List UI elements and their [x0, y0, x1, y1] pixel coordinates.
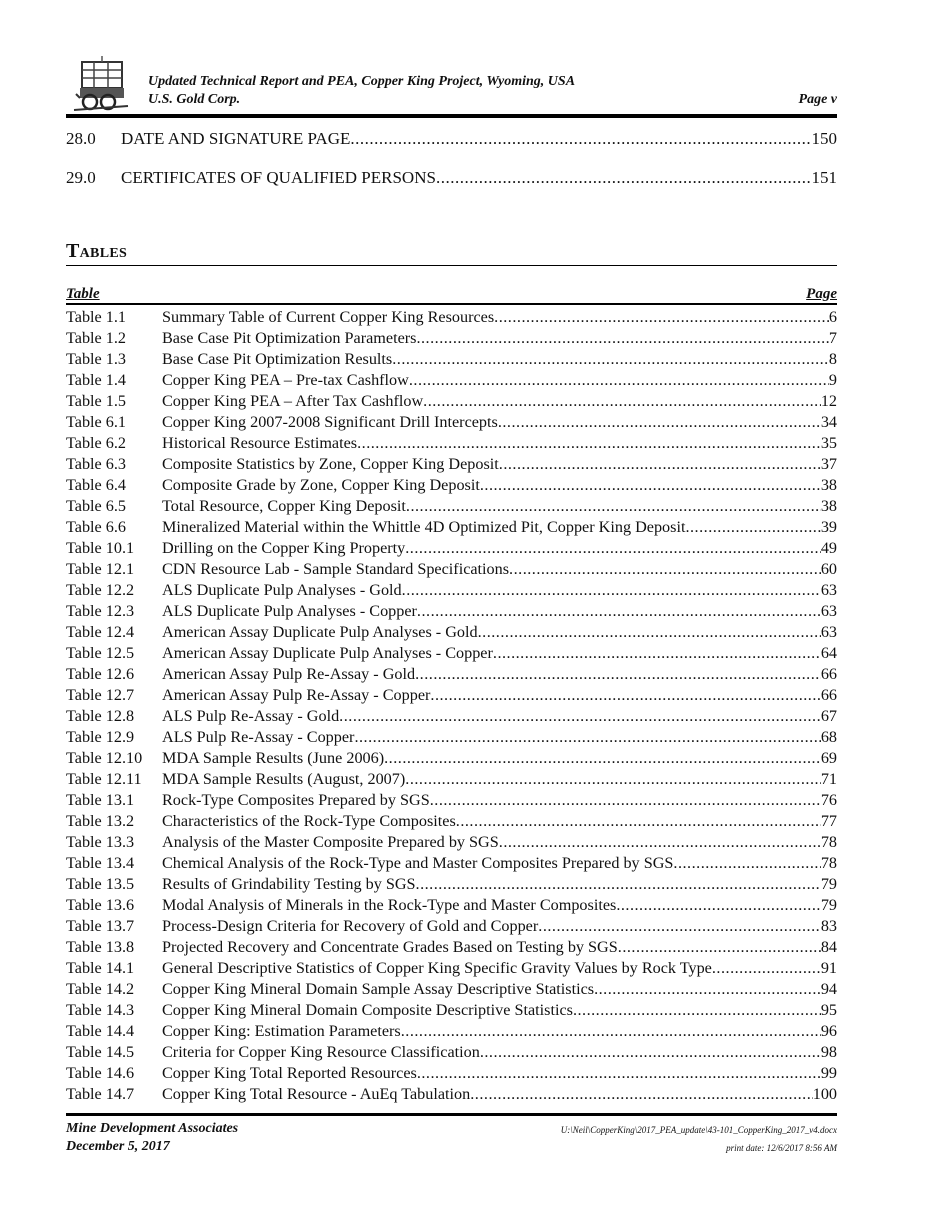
table-list-item-title: Base Case Pit Optimization Parameters	[162, 329, 417, 347]
table-list-item[interactable]	[66, 685, 837, 706]
table-list-item[interactable]	[66, 538, 837, 559]
table-list-item[interactable]	[66, 1000, 837, 1021]
mining-machine-logo-icon	[70, 54, 132, 114]
table-list-item-page: 77	[820, 812, 837, 830]
table-list-item-title: MDA Sample Results (August, 2007)	[162, 770, 406, 788]
table-list-item-page: 8	[828, 350, 837, 368]
header-divider	[66, 114, 837, 118]
table-list-item[interactable]	[66, 454, 837, 475]
dot-leader	[430, 685, 820, 706]
table-list-item-label: Table 12.5	[66, 644, 135, 662]
table-list-item-page: 63	[820, 602, 837, 620]
table-list-item-label: Table 12.7	[66, 686, 135, 704]
dot-leader	[384, 748, 821, 769]
list-header-divider	[66, 303, 837, 305]
table-list-item-title: American Assay Pulp Re-Assay - Gold	[162, 665, 416, 683]
table-list-item-title: Copper King Total Resource - AuEq Tabulation	[162, 1085, 471, 1103]
table-list-item-label: Table 1.5	[66, 392, 126, 410]
table-list-item-label: Table 12.6	[66, 665, 135, 683]
table-list-item[interactable]	[66, 790, 837, 811]
table-list-item[interactable]	[66, 811, 837, 832]
table-list-item[interactable]	[66, 475, 837, 496]
table-list-item-title: ALS Duplicate Pulp Analyses - Gold	[162, 581, 402, 599]
dot-leader	[406, 496, 821, 517]
page-header	[66, 52, 837, 116]
table-list-item-title: American Assay Duplicate Pulp Analyses - Gold	[162, 623, 478, 641]
table-list-item[interactable]	[66, 559, 837, 580]
table-list-item[interactable]	[66, 937, 837, 958]
table-list-item-title: Composite Statistics by Zone, Copper King Deposit	[162, 455, 499, 473]
table-list-item-label: Table 14.2	[66, 980, 135, 998]
table-list-item[interactable]	[66, 391, 837, 412]
table-list-item-title: Summary Table of Current Copper King Resources	[162, 308, 495, 326]
dot-leader	[493, 643, 821, 664]
dot-leader	[478, 622, 821, 643]
dot-leader	[402, 580, 821, 601]
table-list-item[interactable]	[66, 601, 837, 622]
table-list-item[interactable]	[66, 748, 837, 769]
table-list-item[interactable]	[66, 622, 837, 643]
table-list-item[interactable]	[66, 328, 837, 349]
table-list-item-title: Process-Design Criteria for Recovery of Gold and Copper	[162, 917, 539, 935]
dot-leader	[499, 454, 821, 475]
table-list-item-title: ALS Pulp Re-Assay - Copper	[162, 728, 355, 746]
table-list-item-title: Chemical Analysis of the Rock-Type and Master Composites Prepared by SGS	[162, 854, 674, 872]
toc-entry-number: 28.0	[66, 129, 96, 148]
table-list-item-label: Table 1.4	[66, 371, 126, 389]
dot-leader	[354, 727, 820, 748]
table-list-item[interactable]	[66, 496, 837, 517]
table-list-item[interactable]	[66, 1063, 837, 1084]
table-list-item[interactable]	[66, 664, 837, 685]
table-list-item-label: Table 12.9	[66, 728, 135, 746]
table-list-item-title: Copper King 2007-2008 Significant Drill Intercepts	[162, 413, 498, 431]
table-list-item[interactable]	[66, 517, 837, 538]
table-list-item-page: 37	[820, 455, 837, 473]
table-list-item-page: 66	[820, 665, 837, 683]
dot-leader	[538, 916, 821, 937]
table-list-item-page: 68	[820, 728, 837, 746]
table-list-item-label: Table 1.2	[66, 329, 126, 347]
table-list-item[interactable]	[66, 433, 837, 454]
table-list-item-title: Modal Analysis of Minerals in the Rock-Type and Master Composites	[162, 896, 617, 914]
table-list-item-page: 39	[820, 518, 837, 536]
dot-leader	[594, 979, 821, 1000]
table-list-item[interactable]	[66, 979, 837, 1000]
dot-leader	[357, 433, 821, 454]
dot-leader	[616, 895, 821, 916]
table-list-item-label: Table 6.6	[66, 518, 126, 536]
table-list-item-title: Drilling on the Copper King Property	[162, 539, 406, 557]
table-list-item-title: American Assay Duplicate Pulp Analyses - Copper	[162, 644, 493, 662]
table-list-item-label: Table 13.5	[66, 875, 135, 893]
table-list-item-page: 95	[820, 1001, 837, 1019]
table-list-item-title: Historical Resource Estimates	[162, 434, 358, 452]
table-list-item-page: 9	[828, 371, 837, 389]
toc-entry[interactable]	[66, 128, 837, 150]
column-header-table: Table	[66, 286, 100, 302]
table-list-item-label: Table 14.7	[66, 1085, 135, 1103]
dot-leader	[417, 1063, 821, 1084]
table-list-item[interactable]	[66, 706, 837, 727]
footer-print-date: print date: 12/6/2017 8:56 AM	[726, 1143, 837, 1153]
section-divider	[66, 265, 837, 266]
dot-leader	[392, 349, 829, 370]
table-list-item-title: Characteristics of the Rock-Type Composites	[162, 812, 456, 830]
table-list-item-page: 38	[820, 497, 837, 515]
table-list-item[interactable]	[66, 1021, 837, 1042]
toc-entry-number: 29.0	[66, 168, 96, 187]
table-list-item-title: Total Resource, Copper King Deposit	[162, 497, 406, 515]
table-list-item-title: Copper King PEA – Pre-tax Cashflow	[162, 371, 409, 389]
table-list-item-label: Table 12.4	[66, 623, 135, 641]
dot-leader	[573, 1000, 821, 1021]
table-list-item-page: 67	[820, 707, 837, 725]
table-list-item-page: 100	[812, 1085, 837, 1103]
table-list-item-label: Table 6.2	[66, 434, 126, 452]
table-list-item-page: 60	[820, 560, 837, 578]
table-list-item[interactable]	[66, 412, 837, 433]
table-list-item-label: Table 13.4	[66, 854, 135, 872]
table-list-item-label: Table 12.10	[66, 749, 143, 767]
table-list-item-title: Composite Grade by Zone, Copper King Deposit	[162, 476, 480, 494]
table-list-item[interactable]	[66, 853, 837, 874]
dot-leader	[480, 475, 821, 496]
dot-leader	[416, 328, 828, 349]
table-list-item-page: 79	[820, 875, 837, 893]
dot-leader	[405, 769, 821, 790]
table-list-item-label: Table 13.8	[66, 938, 135, 956]
toc-entry-title: CERTIFICATES OF QUALIFIED PERSONS	[121, 168, 436, 187]
table-list-item-page: 76	[820, 791, 837, 809]
table-list-item-label: Table 6.3	[66, 455, 126, 473]
table-list-item-title: General Descriptive Statistics of Copper King Specific Gravity Values by Rock Type	[162, 959, 712, 977]
table-list-item-title: Criteria for Copper King Resource Classification	[162, 1043, 480, 1061]
table-list-item-label: Table 13.2	[66, 812, 135, 830]
footer-file-path: U:\Neil\CopperKing\2017_PEA_update\43-101_CopperKing_2017_v4.docx	[560, 1125, 837, 1135]
table-list-item-title: Copper King Mineral Domain Composite Descriptive Statistics	[162, 1001, 573, 1019]
table-list-item-page: 78	[820, 854, 837, 872]
table-list-item-page: 96	[820, 1022, 837, 1040]
table-list-item-title: Results of Grindability Testing by SGS	[162, 875, 416, 893]
table-list-item-label: Table 13.6	[66, 896, 135, 914]
table-list-item-page: 63	[820, 581, 837, 599]
table-list-item-label: Table 12.2	[66, 581, 135, 599]
table-list-item-title: Copper King Mineral Domain Sample Assay Descriptive Statistics	[162, 980, 595, 998]
dot-leader	[712, 958, 821, 979]
page-number: Page v	[798, 92, 837, 107]
table-list-item[interactable]	[66, 832, 837, 853]
table-list-item[interactable]	[66, 874, 837, 895]
table-list-item-title: CDN Resource Lab - Sample Standard Specifications	[162, 560, 510, 578]
table-list-item-label: Table 14.3	[66, 1001, 135, 1019]
table-list-item-label: Table 1.1	[66, 308, 126, 326]
table-list-item[interactable]	[66, 769, 837, 790]
table-list-item-label: Table 6.4	[66, 476, 126, 494]
table-list-item-title: Mineralized Material within the Whittle 4D Optimized Pit, Copper King Deposit	[162, 518, 686, 536]
table-list-item-page: 79	[820, 896, 837, 914]
table-list-item-page: 7	[828, 329, 837, 347]
table-list-item-label: Table 12.1	[66, 560, 135, 578]
table-list-item-label: Table 13.3	[66, 833, 135, 851]
dot-leader	[456, 811, 821, 832]
dot-leader	[499, 832, 821, 853]
dot-leader	[423, 391, 821, 412]
table-list-item-page: 64	[820, 644, 837, 662]
table-list-item-label: Table 6.5	[66, 497, 126, 515]
table-list-item[interactable]	[66, 580, 837, 601]
table-list-item-title: ALS Pulp Re-Assay - Gold	[162, 707, 340, 725]
table-list-item-title: ALS Duplicate Pulp Analyses - Copper	[162, 602, 417, 620]
dot-leader	[618, 937, 821, 958]
dot-leader	[480, 1042, 821, 1063]
table-list-item-label: Table 10.1	[66, 539, 135, 557]
table-list-item-title: Projected Recovery and Concentrate Grades Based on Testing by SGS	[162, 938, 618, 956]
company-name: U.S. Gold Corp.	[148, 92, 241, 107]
table-list-item-title: Copper King Total Reported Resources	[162, 1064, 417, 1082]
table-list-item-label: Table 14.1	[66, 959, 135, 977]
table-list-item-page: 63	[820, 623, 837, 641]
table-list-item-title: American Assay Pulp Re-Assay - Copper	[162, 686, 431, 704]
dot-leader	[416, 874, 821, 895]
toc-entry-title: DATE AND SIGNATURE PAGE	[121, 129, 351, 148]
table-list-item[interactable]	[66, 370, 837, 391]
table-list-item-label: Table 6.1	[66, 413, 126, 431]
dot-leader	[409, 370, 829, 391]
dot-leader	[350, 128, 811, 150]
table-list-item-page: 91	[820, 959, 837, 977]
table-list-item-title: Analysis of the Master Composite Prepared by SGS	[162, 833, 499, 851]
table-list-item-title: Copper King PEA – After Tax Cashflow	[162, 392, 424, 410]
table-list-item-label: Table 14.5	[66, 1043, 135, 1061]
footer-date: December 5, 2017	[66, 1139, 170, 1154]
table-list-item-page: 69	[820, 749, 837, 767]
dot-leader	[470, 1084, 812, 1105]
column-header-page: Page	[806, 286, 837, 302]
dot-leader	[673, 853, 820, 874]
table-list-item-page: 34	[820, 413, 837, 431]
table-list-item-page: 38	[820, 476, 837, 494]
dot-leader	[685, 517, 820, 538]
table-list-item-page: 71	[820, 770, 837, 788]
table-list-item-label: Table 1.3	[66, 350, 126, 368]
table-list-item[interactable]	[66, 349, 837, 370]
table-list-item[interactable]	[66, 307, 837, 328]
table-list-item-page: 84	[820, 938, 837, 956]
dot-leader	[417, 601, 821, 622]
dot-leader	[339, 706, 821, 727]
table-list-item[interactable]	[66, 727, 837, 748]
dot-leader	[405, 538, 821, 559]
table-list-item-label: Table 14.6	[66, 1064, 135, 1082]
table-list-item-label: Table 13.1	[66, 791, 135, 809]
toc-entry-page: 150	[811, 129, 837, 148]
toc-entry[interactable]	[66, 167, 837, 189]
table-list-item-title: MDA Sample Results (June 2006)	[162, 749, 385, 767]
table-list-item[interactable]	[66, 1084, 837, 1105]
table-list-item[interactable]	[66, 643, 837, 664]
dot-leader	[494, 307, 829, 328]
table-list-item[interactable]	[66, 916, 837, 937]
table-list-header	[66, 286, 837, 304]
table-list-item-title: Base Case Pit Optimization Results	[162, 350, 393, 368]
tables-section-heading: Tables	[66, 240, 128, 262]
table-list-item-page: 66	[820, 686, 837, 704]
table-list-item[interactable]	[66, 895, 837, 916]
table-list-item-label: Table 13.7	[66, 917, 135, 935]
table-list-item-page: 78	[820, 833, 837, 851]
table-list-item-page: 83	[820, 917, 837, 935]
table-list-item-page: 98	[820, 1043, 837, 1061]
dot-leader	[436, 167, 812, 189]
table-list-item-page: 94	[820, 980, 837, 998]
footer-divider	[66, 1113, 837, 1116]
table-list-item[interactable]	[66, 1042, 837, 1063]
dot-leader	[415, 664, 821, 685]
dot-leader	[498, 412, 821, 433]
table-list-item-label: Table 12.11	[66, 770, 142, 788]
report-title: Updated Technical Report and PEA, Copper King Project, Wyoming, USA	[148, 74, 576, 89]
table-list-item-label: Table 12.8	[66, 707, 135, 725]
table-list-item-page: 6	[828, 308, 837, 326]
dot-leader	[401, 1021, 821, 1042]
dot-leader	[509, 559, 821, 580]
table-list-item-page: 12	[820, 392, 837, 410]
table-list-item-page: 99	[820, 1064, 837, 1082]
dot-leader	[430, 790, 821, 811]
table-list-item-title: Copper King: Estimation Parameters	[162, 1022, 401, 1040]
table-list-item-label: Table 14.4	[66, 1022, 135, 1040]
footer-organization: Mine Development Associates	[66, 1121, 239, 1136]
table-list-item-page: 49	[820, 539, 837, 557]
table-list-item-label: Table 12.3	[66, 602, 135, 620]
table-list-item[interactable]	[66, 958, 837, 979]
table-list-item-page: 35	[820, 434, 837, 452]
toc-entry-page: 151	[811, 168, 837, 187]
table-list-item-title: Rock-Type Composites Prepared by SGS	[162, 791, 430, 809]
